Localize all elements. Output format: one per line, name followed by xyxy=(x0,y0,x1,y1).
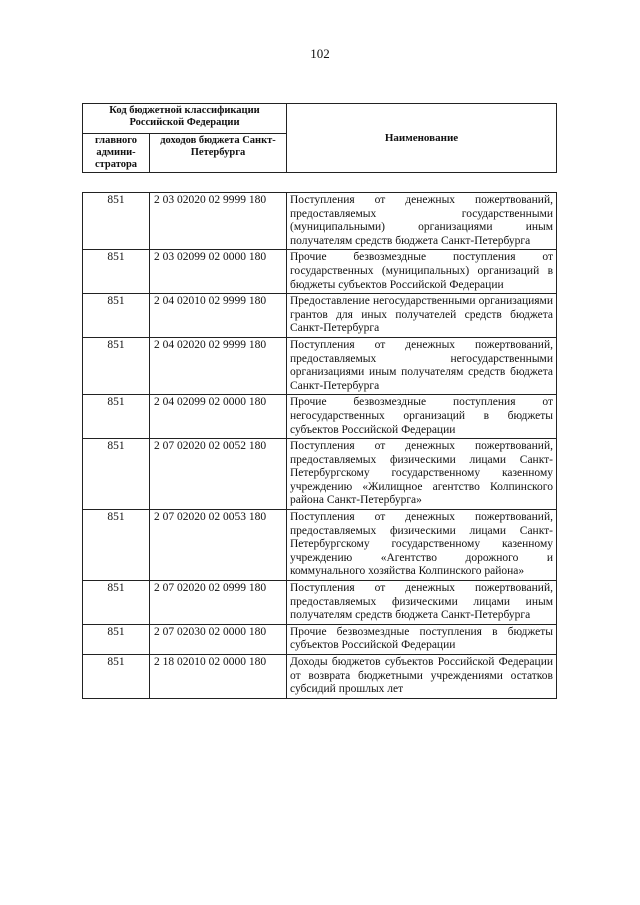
revenue-code-cell: 2 04 02099 02 0000 180 xyxy=(150,395,287,439)
name-column-header: Наименование xyxy=(287,104,557,173)
revenue-name-cell: Поступления от денежных пожертвований, предоставляемых негосударственными организациями иным получателям средств бюджета Санкт-Петербурга xyxy=(287,337,557,394)
revenue-code-cell: 2 04 02010 02 9999 180 xyxy=(150,294,287,338)
code-group-header: Код бюджетной классификации Российской Федерации xyxy=(83,104,287,134)
table-row xyxy=(83,624,557,654)
revenue-name-cell: Прочие безвозмездные поступления в бюджеты субъектов Российской Федерации xyxy=(287,624,557,654)
admin-code-cell: 851 xyxy=(83,395,150,439)
revenue-code-cell: 2 07 02020 02 0052 180 xyxy=(150,439,287,510)
admin-code-cell: 851 xyxy=(83,193,150,250)
revenue-code-table xyxy=(82,192,557,699)
table-row xyxy=(83,294,557,338)
admin-code-cell: 851 xyxy=(83,581,150,625)
revenue-name-cell: Поступления от денежных пожертвований, предоставляемых государственными (муниципальными) организациями иным получателям средств бюджета Санкт-Петербурга xyxy=(287,193,557,250)
revenue-code-cell: 2 18 02010 02 0000 180 xyxy=(150,655,287,699)
revenue-name-cell: Поступления от денежных пожертвований, предоставляемых физическими лицами Санкт-Петербургскому государственному казенному учреждению «Жилищное агентство Колпинского района Санкт-Петербурга» xyxy=(287,439,557,510)
admin-code-cell: 851 xyxy=(83,624,150,654)
admin-code-cell: 851 xyxy=(83,294,150,338)
revenue-name-cell: Предоставление негосударственными организациями грантов для иных получателей средств бюджета Санкт-Петербурга xyxy=(287,294,557,338)
admin-code-cell: 851 xyxy=(83,510,150,581)
page-number: 102 xyxy=(310,46,330,61)
admin-code-cell: 851 xyxy=(83,337,150,394)
table-row xyxy=(83,337,557,394)
revenue-column-header: доходов бюджета Санкт-Петербурга xyxy=(150,134,287,173)
table-row xyxy=(83,581,557,625)
revenue-code-cell: 2 07 02020 02 0999 180 xyxy=(150,581,287,625)
admin-column-header: главного админи-стратора xyxy=(83,134,150,173)
table-row xyxy=(83,395,557,439)
revenue-name-cell: Поступления от денежных пожертвований, предоставляемых физическими лицами иным получателям средств бюджета Санкт-Петербурга xyxy=(287,581,557,625)
revenue-code-cell: 2 03 02099 02 0000 180 xyxy=(150,250,287,294)
revenue-name-cell: Прочие безвозмездные поступления от государственных (муниципальных) организаций в бюджеты субъектов Российской Федерации xyxy=(287,250,557,294)
admin-code-cell: 851 xyxy=(83,439,150,510)
revenue-name-cell: Доходы бюджетов субъектов Российской Федерации от возврата бюджетными учреждениями остатков субсидий прошлых лет xyxy=(287,655,557,699)
revenue-name-cell: Прочие безвозмездные поступления от негосударственных организаций в бюджеты субъектов Российской Федерации xyxy=(287,395,557,439)
revenue-code-cell: 2 07 02020 02 0053 180 xyxy=(150,510,287,581)
table-row xyxy=(83,655,557,699)
revenue-code-cell: 2 07 02030 02 0000 180 xyxy=(150,624,287,654)
table-header xyxy=(82,103,557,173)
revenue-name-cell: Поступления от денежных пожертвований, предоставляемых физическими лицами Санкт-Петербургскому государственному казенному учреждению «Агентство дорожного и коммунального хозяйства Колпинского района» xyxy=(287,510,557,581)
revenue-code-cell: 2 03 02020 02 9999 180 xyxy=(150,193,287,250)
table-row xyxy=(83,193,557,250)
admin-code-cell: 851 xyxy=(83,250,150,294)
table-row xyxy=(83,250,557,294)
revenue-code-cell: 2 04 02020 02 9999 180 xyxy=(150,337,287,394)
admin-code-cell: 851 xyxy=(83,655,150,699)
table-row xyxy=(83,439,557,510)
table-row xyxy=(83,510,557,581)
